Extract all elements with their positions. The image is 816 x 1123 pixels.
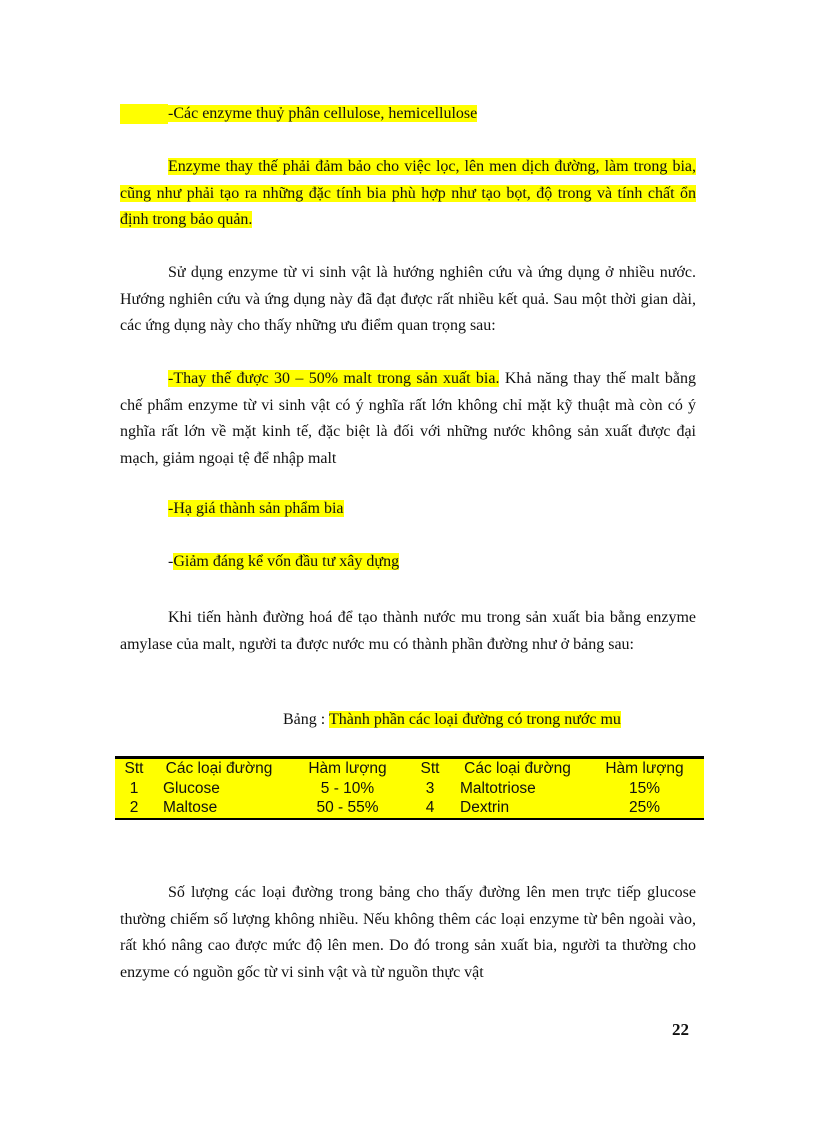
table-row: [115, 779, 704, 799]
header-sugar-type: Các loại đường: [450, 759, 585, 779]
cell-stt: 4: [410, 798, 450, 818]
cell-sugar: Dextrin: [450, 798, 585, 818]
cell-stt: 1: [115, 779, 153, 799]
cell-content: 50 - 55%: [285, 798, 410, 818]
header-sugar-type: Các loại đường: [153, 759, 285, 779]
paragraph-saccharification: Khi tiến hành đường hoá để tạo thành nước mu trong sản xuất bia bằng enzyme amylase của malt, người ta được nước mu có thành phần đường như ở bảng sau:: [120, 609, 696, 653]
paragraph-sugar-analysis: Số lượng các loại đường trong bảng cho thấy đường lên men trực tiếp glucose thường chiếm số lượng không nhiều. Nếu không thêm các loại enzyme từ bên ngoài vào, rất khó nâng cao được mức độ lên men. Do đó trong sản xuất bia, người ta thường cho enzyme có nguồn gốc từ vi sinh vật và từ nguồn thực vật: [120, 884, 696, 981]
cell-content: 5 - 10%: [285, 779, 410, 799]
header-content: Hàm lượng: [585, 759, 704, 779]
cell-content: 25%: [585, 798, 704, 818]
paragraph-microbial-enzymes: Sử dụng enzyme từ vi sinh vật là hướng nghiên cứu và ứng dụng ở nhiều nước. Hướng nghiên cứu và ứng dụng này đã đạt được rất nhiều kết quả. Sau một thời gian dài, các ứng dụng này cho thấy những ưu điểm quan trọng sau:: [120, 264, 696, 334]
enzyme-cellulose-line: -Các enzyme thuỷ phân cellulose, hemicellulose: [120, 104, 477, 124]
paragraph-enzyme-requirements: Enzyme thay thế phải đảm bảo cho việc lọc, lên men dịch đường, làm trong bia, cũng như phải tạo ra những đặc tính bia phù hợp như tạo bọt, độ trong và tính chất ổn định trong bảo quản.: [120, 158, 696, 228]
paragraph-malt-replacement: -Thay thế được 30 – 50% malt trong sản xuất bia. Khả năng thay thế malt bằng chế phẩm enzyme từ vi sinh vật có ý nghĩa rất lớn không chỉ mặt kỹ thuật mà còn có ý nghĩa rất lớn về mặt kinh tế, đặc biệt là đối với những nước không sản xuất được đại mạch, giảm ngoại tệ để nhập malt: [120, 370, 696, 467]
table-header-row: [115, 759, 704, 779]
cell-content: 15%: [585, 779, 704, 799]
cell-stt: 2: [115, 798, 153, 818]
bullet-lower-cost: -Hạ giá thành sản phẩm bia: [168, 500, 344, 517]
header-content: Hàm lượng: [285, 759, 410, 779]
header-stt: Stt: [115, 759, 153, 779]
sugar-composition-table: [115, 756, 704, 820]
cell-stt: 3: [410, 779, 450, 799]
cell-sugar: Glucose: [153, 779, 285, 799]
page-number: 22: [672, 1020, 689, 1039]
bullet-investment: -Giảm đáng kể vốn đầu tư xây dựng: [168, 553, 400, 570]
header-stt: Stt: [410, 759, 450, 779]
table-caption: Bảng : Thành phần các loại đường có trong nước mu: [283, 711, 621, 728]
cell-sugar: Maltotriose: [450, 779, 585, 799]
table-row: [115, 798, 704, 818]
cell-sugar: Maltose: [153, 798, 285, 818]
